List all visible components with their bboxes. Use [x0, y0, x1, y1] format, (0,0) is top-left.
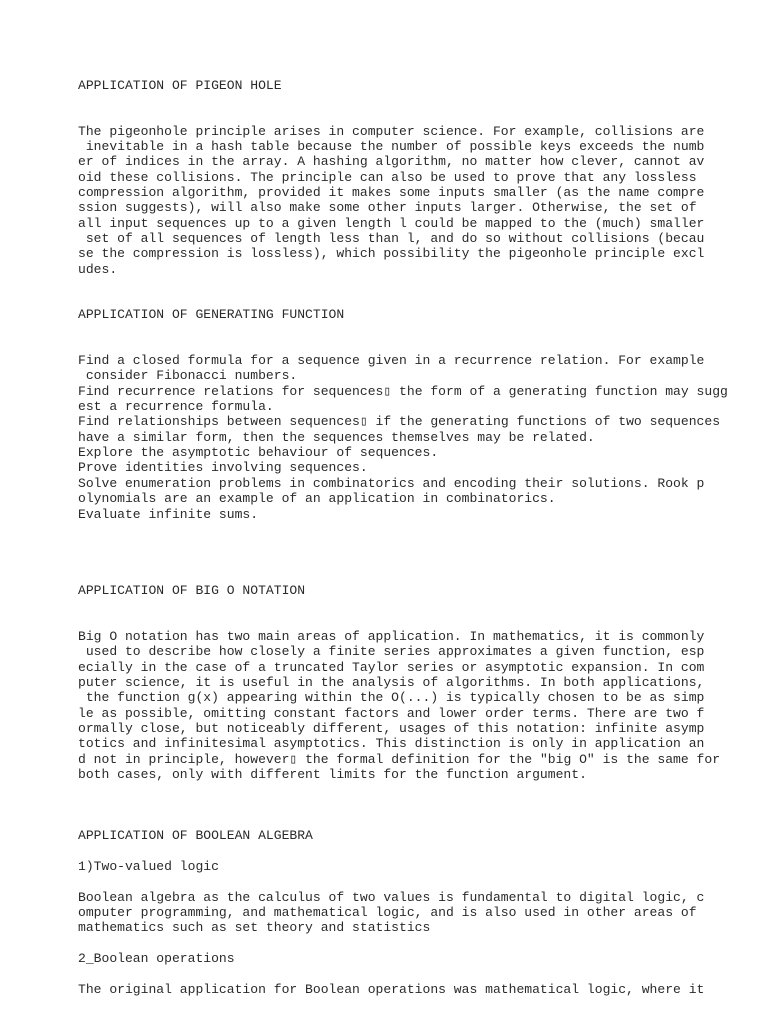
text-line: totics and infinitesimal asymptotics. This distinction is only in application an — [78, 736, 705, 751]
text-line: puter science, it is useful in the analysis of algorithms. In both applications, — [78, 675, 705, 690]
heading-generating-function: APPLICATION OF GENERATING FUNCTION — [78, 307, 345, 322]
subheading-boolean-operations: 2_Boolean operations — [78, 951, 235, 966]
text-line: omputer programming, and mathematical logic, and is also used in other areas of — [78, 905, 697, 920]
text-line: Find a closed formula for a sequence given in a recurrence relation. For example — [78, 353, 705, 368]
heading-boolean-algebra: APPLICATION OF BOOLEAN ALGEBRA — [78, 828, 313, 843]
text-line: Prove identities involving sequences. — [78, 460, 368, 475]
text-line: se the compression is lossless), which possibility the pigeonhole principle excl — [78, 246, 705, 261]
text-line: le as possible, omitting constant factors and lower order terms. There are two f — [78, 706, 705, 721]
text-line: oid these collisions. The principle can also be used to prove that any lossless — [78, 170, 697, 185]
text-line: inevitable in a hash table because the number of possible keys exceeds the numb — [78, 139, 705, 154]
text-line: The original application for Boolean operations was mathematical logic, where it — [78, 982, 705, 997]
text-line: both cases, only with different limits for the function argument. — [78, 767, 587, 782]
subheading-two-valued-logic: 1)Two-valued logic — [78, 859, 219, 874]
text-line: Explore the asymptotic behaviour of sequences. — [78, 445, 439, 460]
text-line: mathematics such as set theory and statistics — [78, 920, 431, 935]
text-line: compression algorithm, provided it makes some inputs smaller (as the name compre — [78, 185, 705, 200]
text-line: udes. — [78, 262, 118, 277]
text-line: est a recurrence formula. — [78, 399, 274, 414]
text-line: The pigeonhole principle arises in computer science. For example, collisions are — [78, 124, 705, 139]
text-line: Find recurrence relations for sequences▯ the form of a generating function may sugg — [78, 384, 728, 399]
text-line: er of indices in the array. A hashing algorithm, no matter how clever, cannot av — [78, 154, 705, 169]
text-line: Find relationships between sequences▯ if the generating functions of two sequences — [78, 414, 721, 429]
text-line: have a similar form, then the sequences themselves may be related. — [78, 430, 595, 445]
text-line: all input sequences up to a given length l could be mapped to the (much) smaller — [78, 216, 705, 231]
text-line: used to describe how closely a finite series approximates a given function, esp — [78, 644, 705, 659]
text-line: the function g(x) appearing within the O(...) is typically chosen to be as simp — [78, 690, 705, 705]
text-line: ssion suggests), will also make some other inputs larger. Otherwise, the set of — [78, 200, 697, 215]
heading-pigeon-hole: APPLICATION OF PIGEON HOLE — [78, 78, 282, 93]
text-line: d not in principle, however▯ the formal definition for the "big O" is the same for — [78, 752, 721, 767]
text-line: Big O notation has two main areas of application. In mathematics, it is commonly — [78, 629, 705, 644]
heading-big-o-notation: APPLICATION OF BIG O NOTATION — [78, 583, 306, 598]
text-line: olynomials are an example of an application in combinatorics. — [78, 491, 556, 506]
text-line: ormally close, but noticeably different, usages of this notation: infinite asymp — [78, 721, 705, 736]
text-line: Evaluate infinite sums. — [78, 507, 259, 522]
text-line: Solve enumeration problems in combinatorics and encoding their solutions. Rook p — [78, 476, 705, 491]
text-line: consider Fibonacci numbers. — [78, 368, 298, 383]
text-line: Boolean algebra as the calculus of two values is fundamental to digital logic, c — [78, 890, 705, 905]
text-line: set of all sequences of length less than l, and do so without collisions (becau — [78, 231, 705, 246]
text-line: ecially in the case of a truncated Taylor series or asymptotic expansion. In com — [78, 660, 705, 675]
